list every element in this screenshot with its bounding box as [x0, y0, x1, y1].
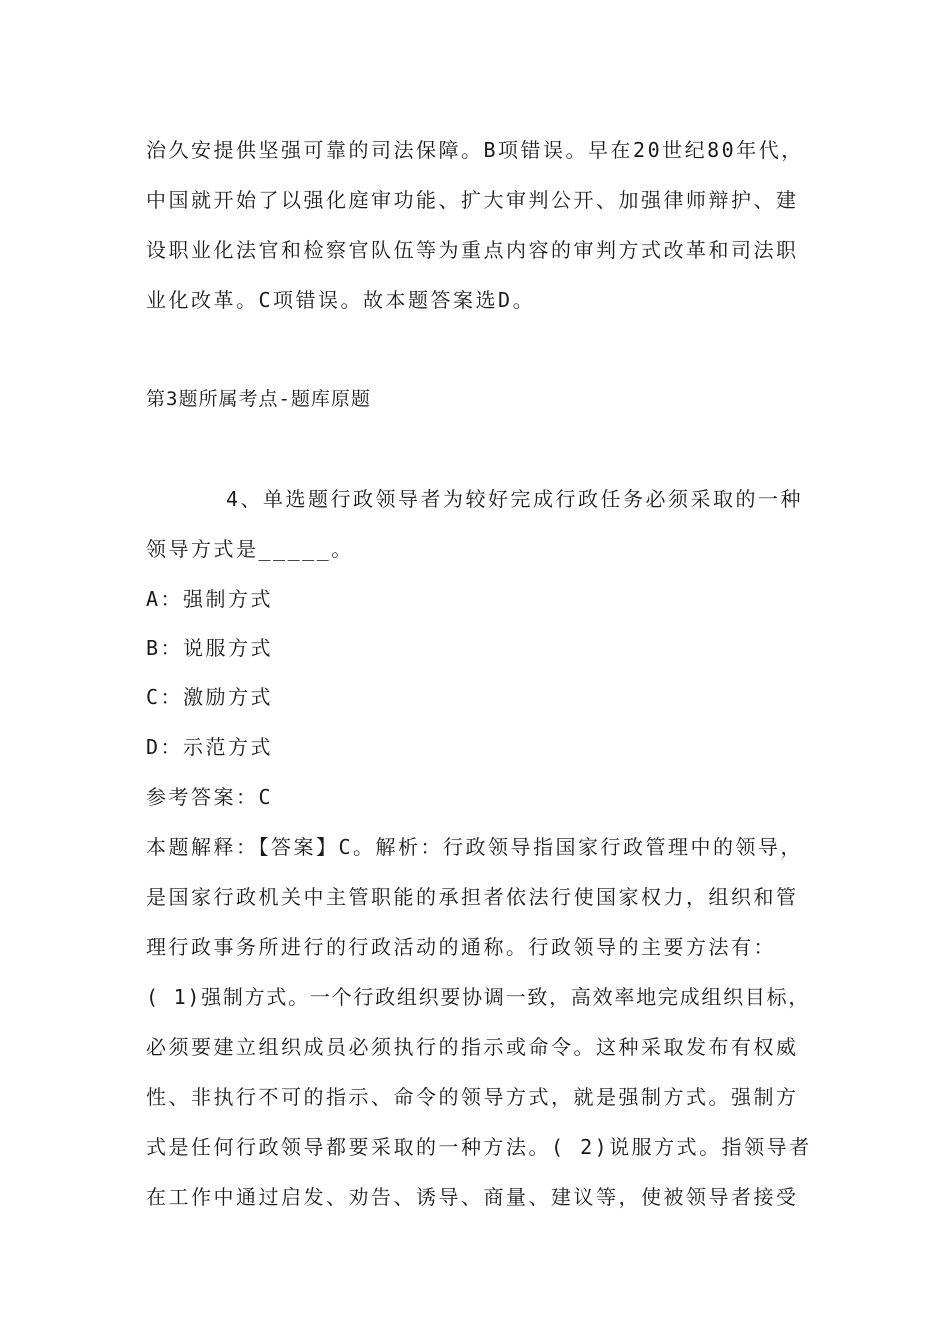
- option-d: D：示范方式: [146, 735, 274, 759]
- prev-explanation-line: 中国就开始了以强化庭审功能、扩大审判公开、加强律师辩护、建: [146, 188, 799, 212]
- explanation-line: 性、非执行不可的指示、命令的领导方式，就是强制方式。强制方: [146, 1085, 799, 1109]
- prev-explanation-line: 治久安提供坚强可靠的司法保障。B项错误。早在20世纪80年代，: [146, 138, 804, 162]
- explanation-line: 必须要建立组织成员必须执行的指示或命令。这种采取发布有权威: [146, 1035, 799, 1059]
- option-c: C：激励方式: [146, 685, 274, 709]
- explanation-line: 式是任何行政领导都要采取的一种方法。( 2)说服方式。指领导者: [146, 1135, 812, 1159]
- explanation-line: 理行政事务所进行的行政活动的通称。行政领导的主要方法有：: [146, 935, 776, 959]
- section-label: 第3题所属考点-题库原题: [146, 388, 371, 410]
- explanation-line: 本题解释：【答案】C。解析：行政领导指国家行政管理中的领导，: [146, 835, 804, 859]
- question-stem-line: 4、单选题行政领导者为较好完成行政任务必须采取的一种: [226, 487, 804, 511]
- question-stem-line: 领导方式是_____。: [146, 537, 354, 561]
- explanation-line: 是国家行政机关中主管职能的承担者依法行使国家权力，组织和管: [146, 885, 799, 909]
- prev-explanation-line: 设职业化法官和检察官队伍等为重点内容的审判方式改革和司法职: [146, 238, 799, 262]
- prev-explanation-line: 业化改革。C项错误。故本题答案选D。: [146, 288, 536, 312]
- explanation-line: ( 1)强制方式。一个行政组织要协调一致，高效率地完成组织目标，: [146, 985, 811, 1009]
- explanation-line: 在工作中通过启发、劝告、诱导、商量、建议等，使被领导者接受: [146, 1185, 799, 1209]
- option-a: A：强制方式: [146, 587, 274, 611]
- option-b: B：说服方式: [146, 636, 274, 660]
- reference-answer: 参考答案：C: [146, 785, 274, 809]
